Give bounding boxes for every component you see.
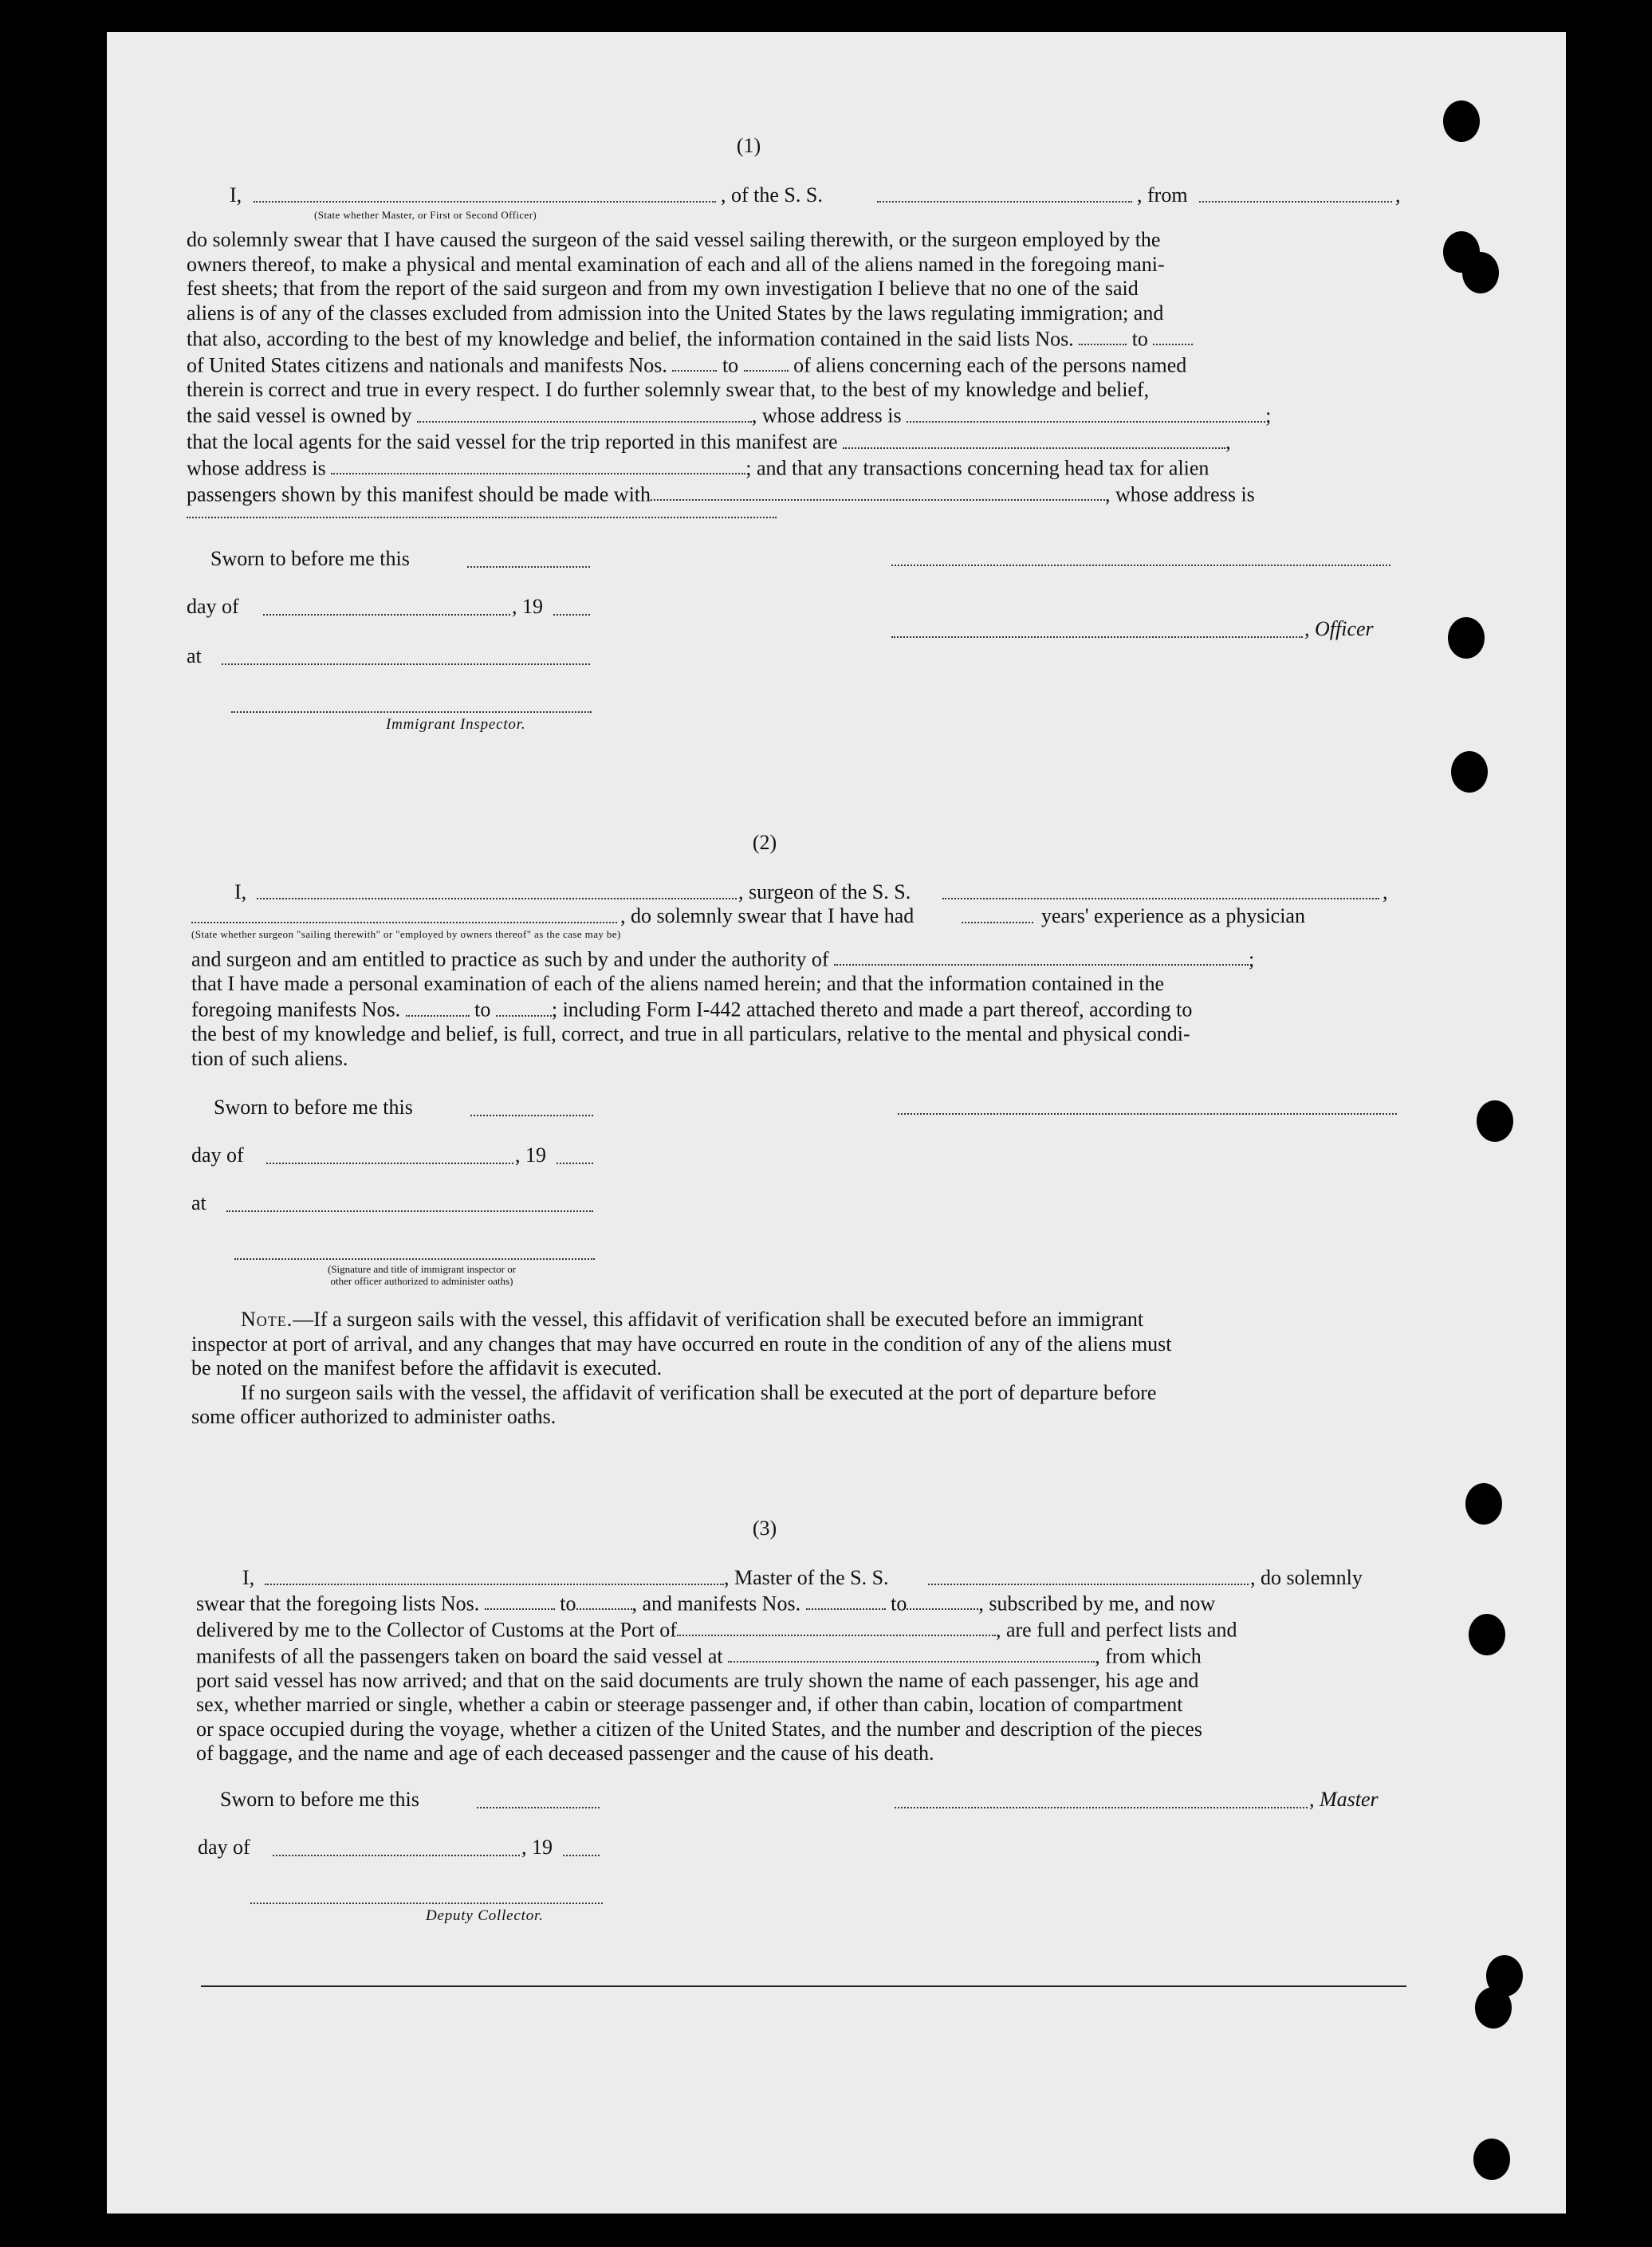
s2-month-field[interactable]	[266, 1163, 513, 1164]
s3-text-line: sex, whether married or single, whether a cabin or steerage passenger and, if other than cabin, location of compartment	[196, 1693, 1183, 1717]
s1-local-agents-field[interactable]	[843, 428, 1225, 448]
bottom-rule	[201, 1985, 1406, 1987]
s3-lists-to-field[interactable]	[576, 1590, 632, 1610]
s2-paragraph	[191, 946, 1395, 1071]
s1-address-continuation-field[interactable]	[187, 517, 777, 518]
s2-sworn-day-field[interactable]	[470, 1115, 593, 1116]
s3-manifests-to-field[interactable]	[907, 1590, 978, 1610]
s3-text-line: manifests of all the passengers taken on board the said vessel at , from which	[196, 1643, 1405, 1669]
s3-year-field[interactable]	[563, 1855, 600, 1856]
s2-year-prefix: , 19	[515, 1143, 546, 1167]
s1-owner-address-field[interactable]	[907, 402, 1265, 422]
s3-month-field[interactable]	[273, 1855, 520, 1856]
punch-hole	[1448, 617, 1485, 659]
s2-manifests-to-field[interactable]	[496, 996, 552, 1016]
s2-authority-field[interactable]	[834, 946, 1249, 966]
s1-text-line: passengers shown by this manifest should be made with , whose address is	[187, 481, 1390, 507]
s3-lists-from-field[interactable]	[485, 1590, 555, 1610]
s1-head-tax-field[interactable]	[651, 481, 1105, 501]
s2-text-line: foregoing manifests Nos. to ; including Form I-442 attached thereto and made a part thereof, according to	[191, 996, 1395, 1022]
s1-of-ss-label: , of the S. S.	[721, 183, 823, 207]
s1-text-line: that also, according to the best of my knowledge and belief, the information contained in the said lists Nos. to	[187, 325, 1390, 352]
s3-master-name-field[interactable]	[265, 1584, 724, 1585]
s2-note-line: Note.—If a surgeon sails with the vessel, this affidavit of verification shall be executed before an immigrant	[241, 1308, 1144, 1331]
s1-officer-label: , Officer	[1304, 617, 1374, 640]
s2-text-line: tion of such aliens.	[191, 1046, 348, 1070]
s2-note-line: some officer authorized to administer oaths.	[191, 1405, 557, 1428]
s2-signature-caption: (Signature and title of immigrant inspector or other officer authorized to administer oaths)	[327, 1263, 517, 1287]
s3-deputy-title: Deputy Collector.	[426, 1907, 544, 1924]
s1-officer-title-line[interactable]	[891, 636, 1303, 638]
s2-surgeon-caption: (State whether surgeon "sailing therewith" or "employed by owners thereof" as the case may be)	[191, 928, 621, 940]
s3-text-line: delivered by me to the Collector of Customs at the Port of , are full and perfect lists and	[196, 1616, 1405, 1643]
s3-text-line: or space occupied during the voyage, whether a citizen of the United States, and the number and description of the pieces	[196, 1717, 1203, 1741]
s1-inspector-signature-line[interactable]	[231, 711, 592, 713]
s1-from-label: , from	[1137, 183, 1188, 207]
s3-text-line: swear that the foregoing lists Nos. to , and manifests Nos. to , subscribed by me, and now	[196, 1590, 1405, 1616]
s3-ship-field[interactable]	[928, 1584, 1249, 1585]
s3-port-field[interactable]	[677, 1616, 996, 1636]
s1-officer-caption: (State whether Master, or First or Second Officer)	[314, 209, 537, 221]
s2-ship-field[interactable]	[942, 898, 1379, 899]
s2-at-field[interactable]	[226, 1210, 593, 1212]
s1-lists-from-field[interactable]	[1079, 325, 1127, 345]
s1-manifests-to-field[interactable]	[744, 352, 789, 372]
s3-manifests-from-field[interactable]	[806, 1590, 886, 1610]
s3-line-i: I, , Master of the S. S. , do solemnly	[242, 1566, 1363, 1589]
s1-dayof-label: day of	[187, 595, 239, 618]
s1-agents-address-field[interactable]	[331, 455, 745, 474]
s2-note-line: If no surgeon sails with the vessel, the affidavit of verification shall be executed at the port of departure before	[241, 1380, 1157, 1404]
s3-dayof-label: day of	[198, 1836, 250, 1859]
section-2-number: (2)	[752, 831, 777, 854]
manifest-affidavit-page: (1) I, , of the S. S. , from , (State whether Master, or First or Second Officer) do solemnly swear that I have caused the surgeon of the said vessel sailing therewith, or the surgeon employed by the owners thereof, to make a physical and mental examination of each and all of the aliens named in the foregoing mani- fest sheets; that from the report of the said surgeon and from my own investigation I believe that no one of the said aliens is of any of the classes excluded from admission into the United States by the laws regulating immigration; and that also, according to the best of my knowledge and belief, the information contained in the said lists Nos. to of United States citizens and nationals and manifests Nos. to of aliens concerning each of the persons named therein is correct and true in every respect. I do further solemnly swear that, to the best of my knowledge and belief, the said vessel is owned by , whose address is ; that the local agents for the said vessel for the trip reported in this manifest are , whose address is ; and that any transactions concerning head tax for alien passengers shown by this manifest should be made with , whose address is Sworn to before me this day of , 19 , Officer at Immigrant Inspector. (2) I, , surgeon of the S. S. , , do solemnly swear that I have had years' experience as a physician (State whether surgeon "sailing therewith" or "employed by owners thereof" as the case may be) and surgeon and am entitled to practice as such by and under the authority of ; that I have made a personal examination of each of the aliens named herein; and that the information contained in the foregoing manifests Nos. to ; including Form I-442 attached thereto and made a part thereof, according to the best of my knowledge and belief, is full, correct, and true in all particulars, relative to the mental and physical condi- tion of such aliens. Sworn to before me this day of , 19 at (Signature and title of immigrant inspector or other officer authorized to administer oaths) Note.—If a surgeon sails with the vessel, this affidavit of verification shall be executed before an immigrant inspector at port of arrival, and any changes that may have occurred en route in the condition of any of the aliens must be noted on the manifest before the affidavit is executed. If no surgeon sails with the vessel, the affidavit of verification shall be executed at the port of departure before some officer authorized to administer oaths. (3) I, , Master of the S. S. , do solemnly swear that the foregoing lists Nos. to , and manifests Nos. to , subscribed by me, and now delivered by me to the Collector of Customs at the Port of , are full and perfect lists and manifests of all the passengers taken on board the said vessel at , from which port said vessel has now arrived; and that on the said documents are truly shown the name of each passenger, his age and sex, whether married or single, whether a cabin or steerage passenger and, if other than cabin, location of compartment or space occupied during the voyage, whether a citizen of the United States, and the number and description of the pieces of baggage, and the name and age of each deceased passenger and the cause of his death. Sworn to before me this , Master day of , 19 Deputy Collector.	[107, 32, 1566, 2214]
s1-from-field[interactable]	[1199, 201, 1392, 203]
s2-manifests-from-field[interactable]	[406, 996, 470, 1016]
punch-hole	[1473, 2139, 1510, 2180]
punch-hole	[1451, 751, 1488, 793]
s2-note-line: be noted on the manifest before the affidavit is executed.	[191, 1356, 663, 1379]
s2-year-field[interactable]	[557, 1163, 593, 1164]
s1-manifests-from-field[interactable]	[672, 352, 717, 372]
s3-text-line: port said vessel has now arrived; and that on the said documents are truly shown the name of each passenger, his age and	[196, 1668, 1199, 1692]
s3-sworn-day-field[interactable]	[477, 1807, 600, 1808]
punch-hole	[1469, 1614, 1505, 1655]
s2-sworn-label: Sworn to before me this	[214, 1096, 413, 1119]
s1-comma: ,	[1395, 183, 1401, 207]
s1-inspector-title: Immigrant Inspector.	[386, 716, 526, 733]
s2-years-field[interactable]	[962, 922, 1033, 923]
s1-text-line: owners thereof, to make a physical and mental examination of each and all of the aliens named in the foregoing mani-	[187, 252, 1165, 276]
s2-authority-signature-line[interactable]	[234, 1258, 595, 1260]
s1-year-prefix: , 19	[512, 595, 543, 618]
s1-month-field[interactable]	[263, 614, 510, 616]
s2-text-line: the best of my knowledge and belief, is full, correct, and true in all particulars, relative to the mental and physical condi-	[191, 1022, 1190, 1046]
s1-sworn-label: Sworn to before me this	[210, 547, 410, 570]
s3-text-line: of baggage, and the name and age of each deceased passenger and the cause of his death.	[196, 1741, 934, 1765]
s1-text-line: that the local agents for the said vessel for the trip reported in this manifest are ,	[187, 428, 1390, 455]
s1-text-line: the said vessel is owned by , whose address is ;	[187, 402, 1390, 428]
s3-master-label: , Master	[1309, 1788, 1379, 1811]
s3-paragraph	[196, 1590, 1405, 1766]
s1-ship-field[interactable]	[877, 201, 1132, 203]
s2-note-line: inspector at port of arrival, and any changes that may have occurred en route in the condition of any of the aliens must	[191, 1332, 1172, 1356]
s1-text-line: fest sheets; that from the report of the said surgeon and from my own investigation I believe that no one of the said	[187, 277, 1139, 300]
s3-deputy-signature-line[interactable]	[250, 1903, 603, 1904]
s1-text-line: do solemnly swear that I have caused the surgeon of the said vessel sailing therewith, or the surgeon employed by the	[187, 228, 1161, 251]
s2-text-line: that I have made a personal examination of each of the aliens named herein; and that the information contained in the	[191, 971, 1165, 995]
section-3-number: (3)	[752, 1517, 777, 1540]
punch-hole	[1477, 1100, 1513, 1142]
section-1-number: (1)	[736, 134, 761, 157]
punch-hole	[1462, 252, 1499, 293]
s1-owner-field[interactable]	[417, 402, 752, 422]
s2-dayof-label: day of	[191, 1143, 244, 1167]
s1-text-line: aliens is of any of the classes excluded from admission into the United States by the laws regulating immigration; and	[187, 301, 1164, 325]
s1-sworn-day-field[interactable]	[467, 566, 590, 568]
s2-sailing-field[interactable]	[191, 922, 617, 923]
s1-year-field[interactable]	[553, 614, 590, 616]
punch-hole	[1475, 1987, 1512, 2029]
s2-surgeon-name-field[interactable]	[257, 898, 737, 899]
s3-boarding-port-field[interactable]	[728, 1643, 1095, 1663]
s1-text-line: therein is correct and true in every respect. I do further solemnly swear that, to the best of my knowledge and belief,	[187, 377, 1150, 401]
s1-officer-field[interactable]	[254, 201, 716, 203]
s2-note	[191, 1308, 1400, 1430]
s2-line-i: I, , surgeon of the S. S. ,	[234, 880, 1388, 903]
s3-master-signature-line[interactable]	[895, 1807, 1308, 1808]
s2-at-label: at	[191, 1191, 206, 1214]
s1-paragraph	[187, 228, 1390, 507]
s3-year-prefix: , 19	[521, 1836, 553, 1859]
s1-lists-to-field[interactable]	[1153, 325, 1193, 345]
s1-i-label: I,	[230, 183, 242, 207]
s1-at-field[interactable]	[222, 663, 590, 665]
s2-text-line: and surgeon and am entitled to practice as such by and under the authority of ;	[191, 946, 1395, 972]
s1-text-line: of United States citizens and nationals and manifests Nos. to of aliens concerning each of the persons named	[187, 352, 1390, 378]
s1-text-line: whose address is ; and that any transactions concerning head tax for alien	[187, 455, 1390, 481]
s2-signature-line[interactable]	[898, 1113, 1397, 1115]
s1-line-i	[230, 183, 1505, 207]
s1-officer-signature-line[interactable]	[891, 565, 1390, 566]
s3-sworn-label: Sworn to before me this	[220, 1788, 419, 1811]
s1-at-label: at	[187, 644, 202, 667]
